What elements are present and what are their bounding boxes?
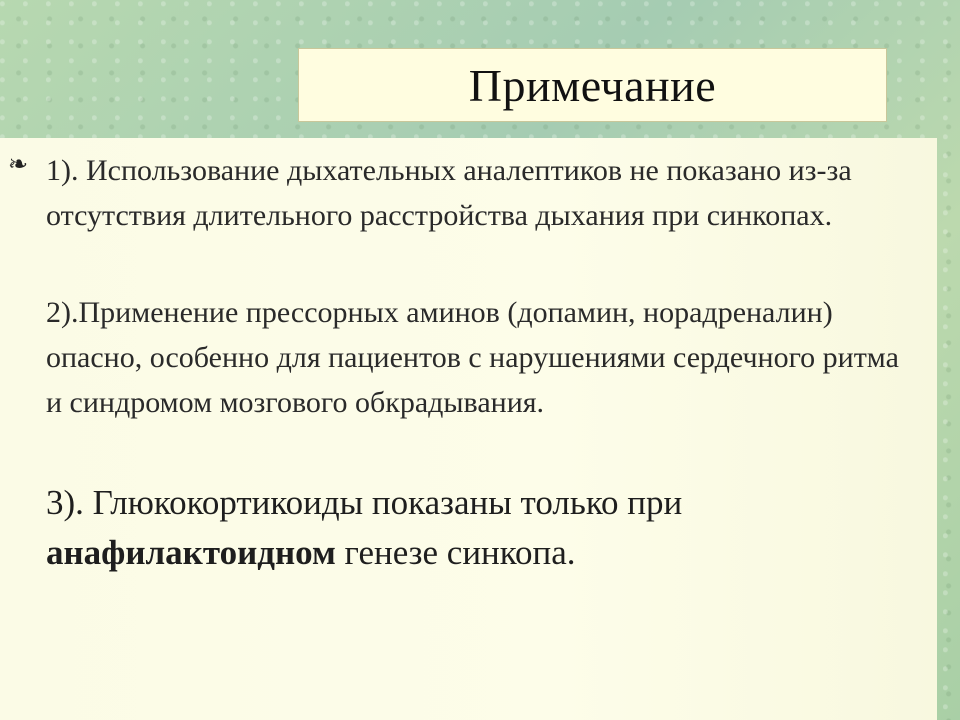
title-box xyxy=(298,48,887,122)
fleuron-bullet-icon: ❧ xyxy=(8,152,29,178)
list-item-2: 2).Применение прессорных аминов (допамин, норадреналин) опасно, особенно для пациентов с нарушениями сердечного ритма и синдромом мозгового обкрадывания. xyxy=(46,296,899,419)
slide-title: Примечание xyxy=(468,59,717,111)
list-item-3-text-end: генезе синкопа. xyxy=(335,533,576,572)
list-item-3-text: 3). Глюкокортикоиды показаны только при xyxy=(46,483,683,522)
list-item-1: 1). Использование дыхательных аналептиков не показано из-за отсутствия длительного расстройства дыхания при синкопах. xyxy=(46,154,852,232)
list-item-3 xyxy=(46,478,906,578)
list-item-3-bold-term: анафилактоидном xyxy=(46,533,336,572)
